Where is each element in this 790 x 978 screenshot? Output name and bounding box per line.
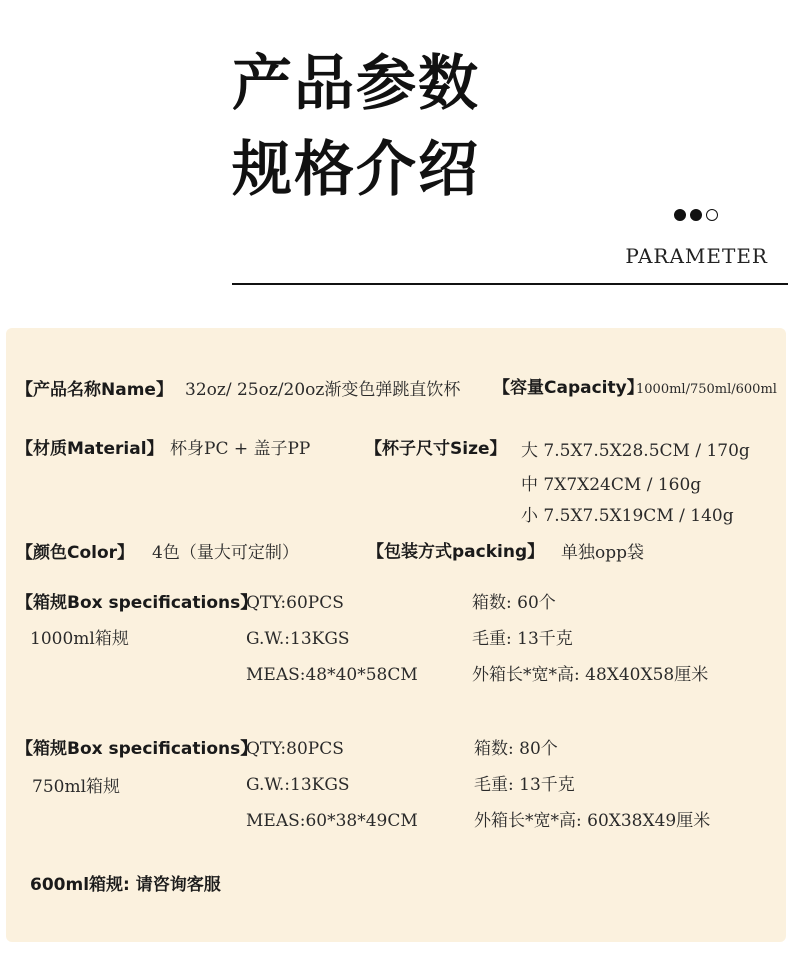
- capacity-label: 【容量Capacity】: [493, 378, 644, 398]
- box1-name: 1000ml箱规: [30, 629, 129, 649]
- material-value: 杯身PC + 盖子PP: [170, 439, 311, 459]
- box2-label: 【箱规Box specifications】: [16, 739, 258, 759]
- box2-dims: 外箱长*宽*高: 60X38X49厘米: [474, 811, 711, 831]
- name-value: 32oz/ 25oz/20oz渐变色弹跳直饮杯: [185, 380, 461, 400]
- parameter-subtitle: PARAMETER: [625, 244, 768, 268]
- material-label: 【材质Material】: [16, 439, 164, 459]
- box1-weight: 毛重: 13千克: [472, 629, 573, 649]
- size-label: 【杯子尺寸Size】: [365, 439, 507, 459]
- packing-value: 单独opp袋: [561, 543, 644, 563]
- box1-dims: 外箱长*宽*高: 48X40X58厘米: [472, 665, 709, 685]
- box1-gw: G.W.:13KGS: [246, 629, 350, 649]
- size-small: 小 7.5X7.5X19CM / 140g: [521, 506, 734, 526]
- dots-indicator: [674, 209, 718, 223]
- box2-qty: QTY:80PCS: [246, 739, 344, 759]
- 600ml-box-note: 600ml箱规: 请咨询客服: [30, 875, 221, 895]
- packing-label: 【包装方式packing】: [367, 542, 545, 562]
- box1-label: 【箱规Box specifications】: [16, 593, 258, 613]
- box1-meas: MEAS:48*40*58CM: [246, 665, 418, 685]
- box2-count: 箱数: 80个: [474, 739, 558, 759]
- color-label: 【颜色Color】: [16, 543, 135, 563]
- capacity-value: 1000ml/750ml/600ml: [636, 382, 777, 397]
- divider-line: [232, 283, 788, 285]
- box2-gw: G.W.:13KGS: [246, 775, 350, 795]
- size-medium: 中 7X7X24CM / 160g: [521, 475, 702, 495]
- dot-filled-icon: [690, 209, 702, 221]
- page-title-line1: 产品参数: [232, 49, 480, 119]
- name-label: 【产品名称Name】: [16, 380, 173, 400]
- page-title-line2: 规格介绍: [232, 135, 480, 205]
- box1-count: 箱数: 60个: [472, 593, 556, 613]
- box1-qty: QTY:60PCS: [246, 593, 344, 613]
- color-value: 4色（量大可定制）: [152, 543, 299, 563]
- size-large: 大 7.5X7.5X28.5CM / 170g: [521, 441, 750, 461]
- box2-name: 750ml箱规: [32, 777, 121, 797]
- dot-filled-icon: [674, 209, 686, 221]
- box2-weight: 毛重: 13千克: [474, 775, 575, 795]
- box2-meas: MEAS:60*38*49CM: [246, 811, 418, 831]
- dot-empty-icon: [706, 209, 718, 221]
